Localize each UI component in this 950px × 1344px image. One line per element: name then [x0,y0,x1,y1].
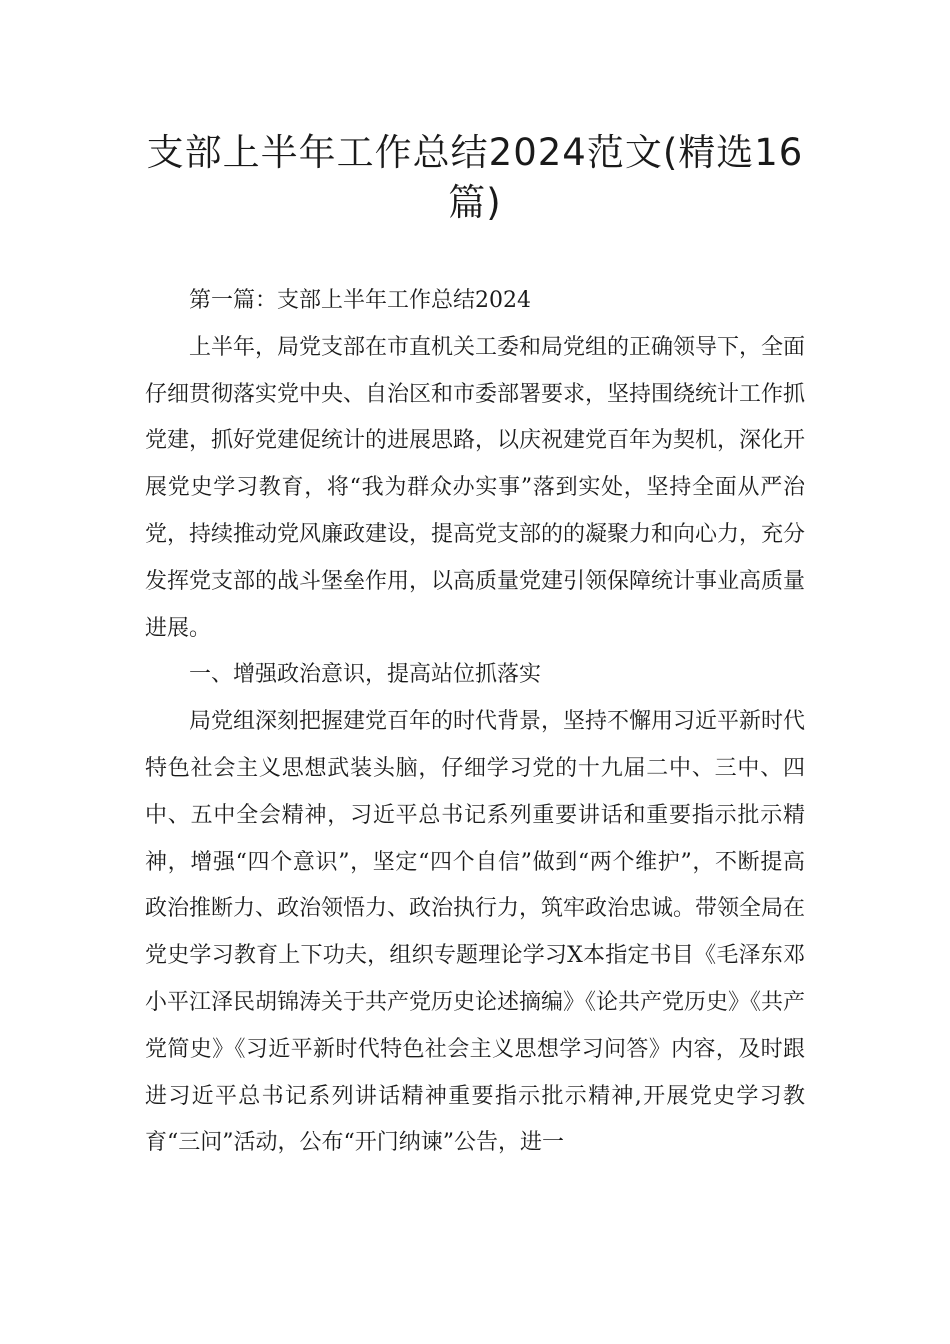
document-body [145,278,805,1167]
document-title: 支部上半年工作总结2024范文(精选16篇) [146,131,804,224]
paragraph-party-study: 局党组深刻把握建党百年的时代背景，坚持不懈用习近平新时代特色社会主义思想武装头脑，仔细学习党的十九届二中、三中、四中、五中全会精神，习近平总书记系列重要讲话和重要指示批示精神，增强“四个意识”，坚定“四个自信”做到“两个维护”，不断提高政治推断力、政治领悟力、政治执行力，筑牢政治忠诚。带领全局在党史学习教育上下功夫，组织专题理论学习X本指定书目《毛泽东邓小平江泽民胡锦涛关于共产党历史论述摘编》《论共产党历史》《共产党简史》《习近平新时代特色社会主义思想学习问答》内容，及时跟进习近平总书记系列讲话精神重要指示批示精神,开展党史学习教育“三问”活动，公布“开门纳谏”公告，进一 [145,709,806,1156]
subheading-political-awareness: 一、增强政治意识，提高站位抓落实 [189,662,542,688]
section-heading: 第一篇：支部上半年工作总结2024 [189,288,531,313]
paragraph-intro: 上半年，局党支部在市直机关工委和局党组的正确领导下，全面仔细贯彻落实党中央、自治区和市委部署要求，坚持围绕统计工作抓党建，抓好党建促统计的进展思路，以庆祝建党百年为契机，深化开展党史学习教育，将“我为群众办实事”落到实处，坚持全面从严治党，持续推动党风廉政建设，提高党支部的的凝聚力和向心力，充分发挥党支部的战斗堡垒作用，以高质量党建引领保障统计事业高质量进展。 [145,334,806,641]
